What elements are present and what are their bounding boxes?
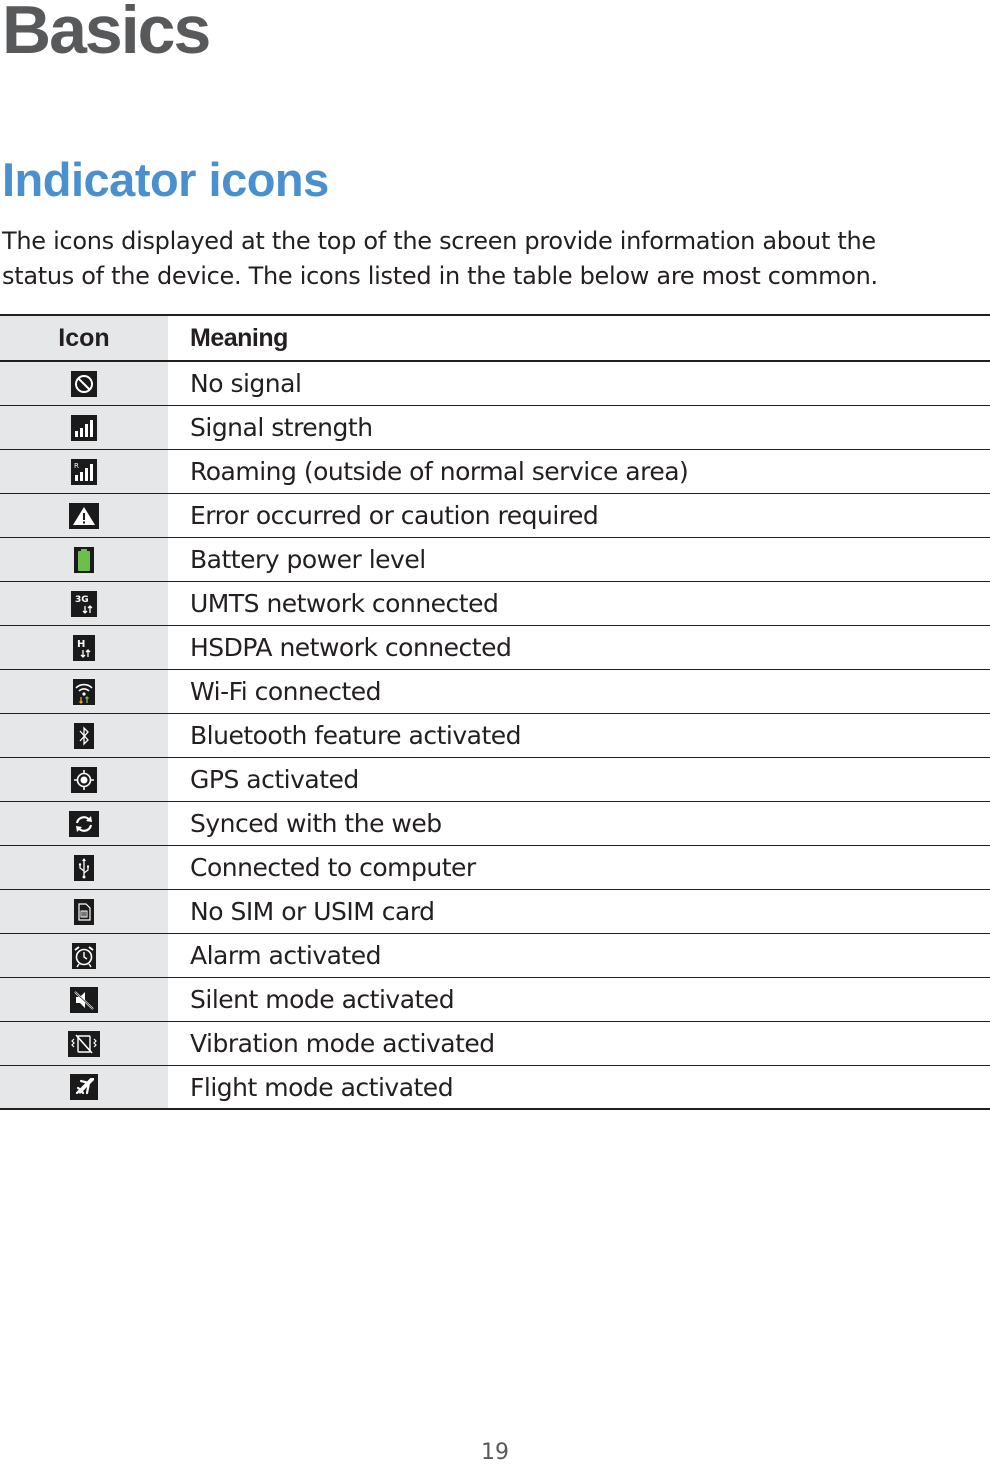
table-row <box>0 582 990 626</box>
usb-icon <box>74 855 94 881</box>
header-meaning: Meaning <box>190 323 288 352</box>
table-row <box>0 978 990 1022</box>
meaning-text: Silent mode activated <box>190 985 455 1014</box>
meaning-text: No SIM or USIM card <box>190 897 435 926</box>
intro-paragraph: The icons displayed at the top of the screen provide information about the status of the device. The icons listed in the table below are most common. <box>2 227 878 290</box>
svg-text:R: R <box>74 461 79 470</box>
meaning-text: Error occurred or caution required <box>190 501 599 530</box>
gps-icon <box>71 767 97 793</box>
signal-strength-icon <box>71 415 97 441</box>
table-row <box>0 494 990 538</box>
meaning-text: Connected to computer <box>190 853 476 882</box>
table-row <box>0 890 990 934</box>
flight-mode-icon <box>70 1074 98 1100</box>
svg-text:H: H <box>77 638 86 650</box>
table-row <box>0 802 990 846</box>
table-row <box>0 670 990 714</box>
table-row <box>0 626 990 670</box>
meaning-text: UMTS network connected <box>190 589 499 618</box>
no-signal-icon <box>71 371 97 397</box>
chapter-title: Basics <box>2 0 210 68</box>
battery-icon <box>74 547 94 573</box>
table-header-row <box>0 316 990 362</box>
table-row <box>0 362 990 406</box>
hsdpa-icon <box>73 635 95 661</box>
svg-text:3G: 3G <box>75 594 89 605</box>
no-sim-icon <box>74 899 94 925</box>
table-row <box>0 450 990 494</box>
meaning-text: Wi-Fi connected <box>190 677 381 706</box>
meaning-text: Signal strength <box>190 413 373 442</box>
table-row <box>0 846 990 890</box>
meaning-text: GPS activated <box>190 765 359 794</box>
table-row <box>0 1022 990 1066</box>
table-row <box>0 538 990 582</box>
meaning-text: HSDPA network connected <box>190 633 512 662</box>
table-row <box>0 758 990 802</box>
table-row <box>0 1066 990 1110</box>
alarm-icon <box>72 943 96 969</box>
page-number: 19 <box>481 1440 509 1465</box>
bluetooth-icon <box>74 723 94 749</box>
table-row <box>0 714 990 758</box>
warning-icon <box>69 503 99 529</box>
umts-3g-icon <box>71 591 97 617</box>
meaning-text: Battery power level <box>190 545 426 574</box>
silent-mode-icon <box>70 987 98 1013</box>
table-row <box>0 934 990 978</box>
wifi-icon <box>73 679 95 705</box>
meaning-text: No signal <box>190 369 302 398</box>
meaning-text: Flight mode activated <box>190 1072 454 1102</box>
meaning-text: Vibration mode activated <box>190 1029 495 1058</box>
meaning-text: Roaming (outside of normal service area) <box>190 457 689 486</box>
meaning-text: Synced with the web <box>190 809 442 838</box>
section-title: Indicator icons <box>2 153 329 206</box>
vibration-mode-icon <box>68 1031 100 1057</box>
sync-icon <box>69 811 99 837</box>
table-row <box>0 406 990 450</box>
roaming-icon <box>71 459 97 485</box>
meaning-text: Bluetooth feature activated <box>190 721 521 750</box>
meaning-text: Alarm activated <box>190 941 381 970</box>
indicator-icons-table <box>0 314 990 1110</box>
header-icon: Icon <box>0 316 168 360</box>
